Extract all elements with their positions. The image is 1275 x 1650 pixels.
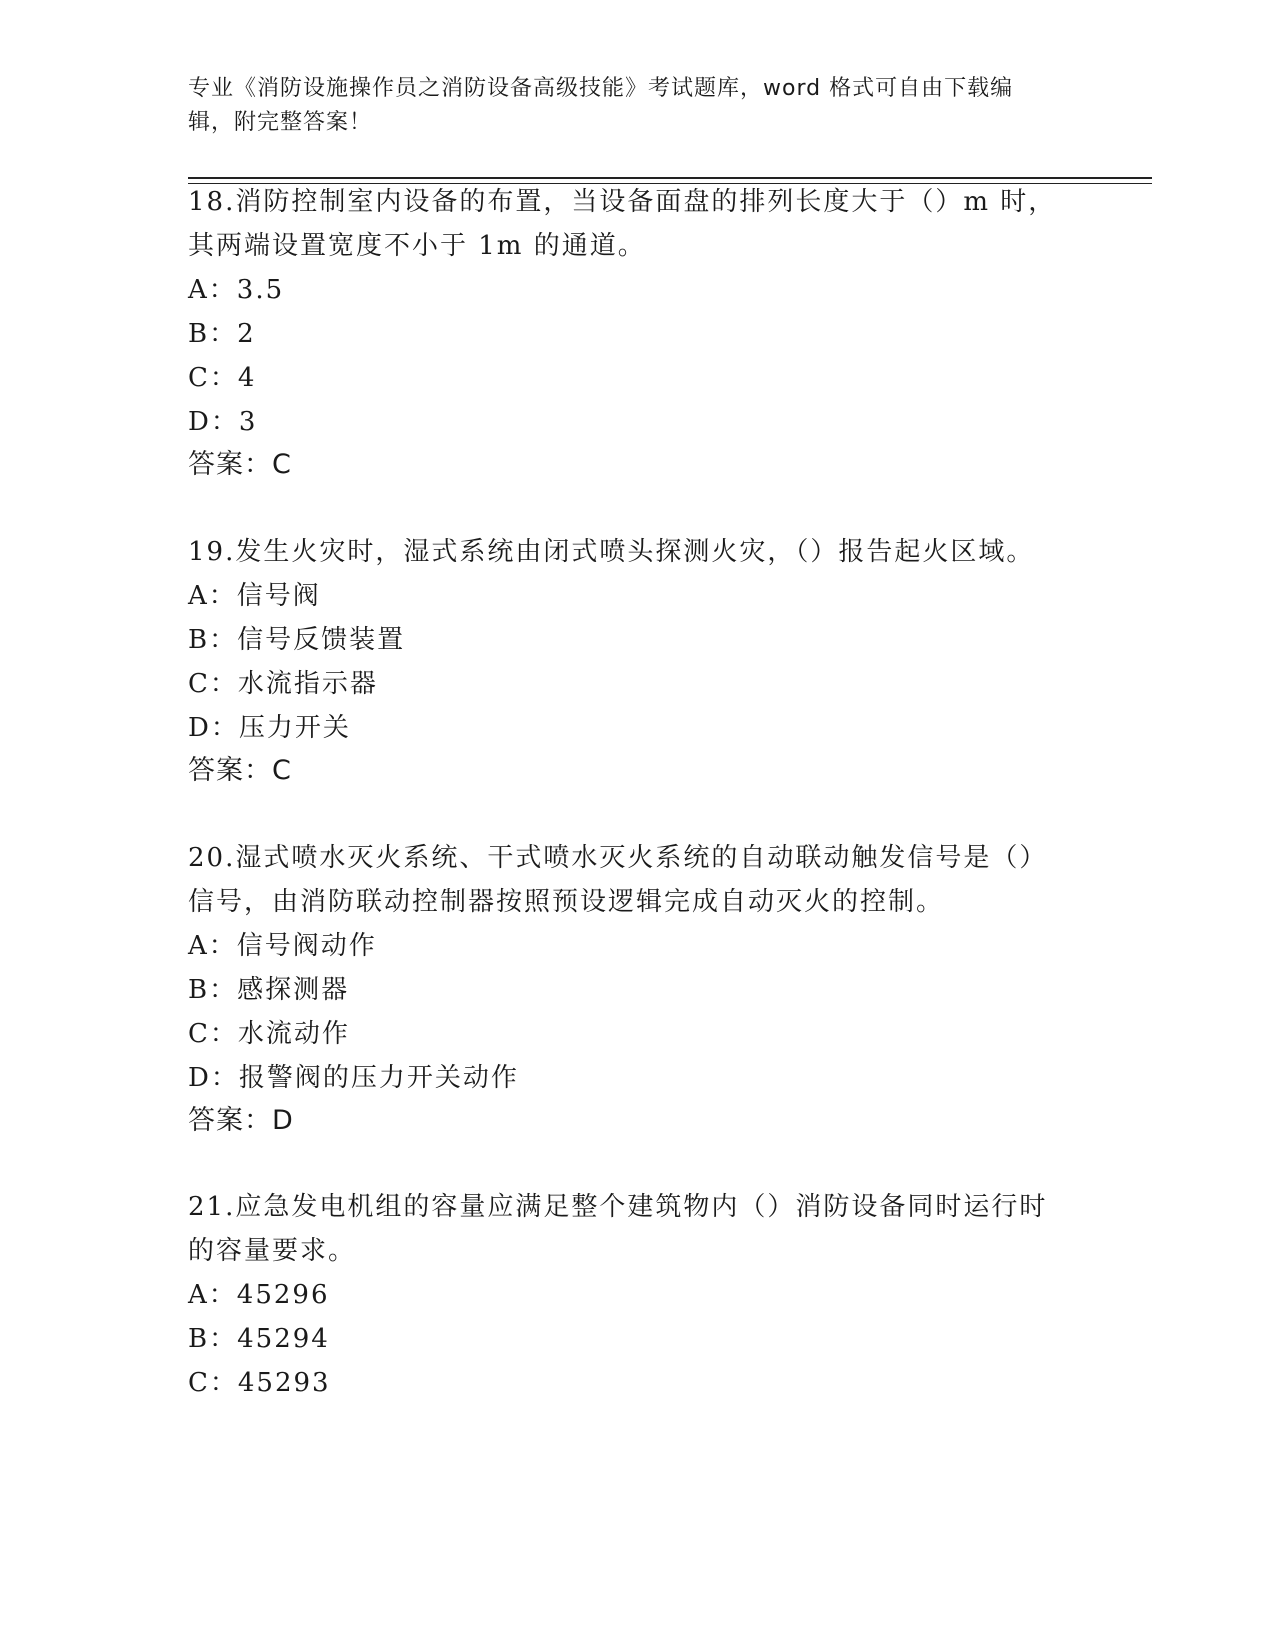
header-divider-thick <box>188 177 1152 179</box>
question-stem-line: 的容量要求。 <box>188 1236 357 1266</box>
document-header <box>188 72 1068 140</box>
question-stem-line: 信号，由消防联动控制器按照预设逻辑完成自动灭火的控制。 <box>188 887 945 917</box>
option-b: B：信号反馈装置 <box>188 625 406 655</box>
header-line-1: 专业《消防设施操作员之消防设备高级技能》考试题库，word 格式可自由下载编 <box>188 76 1014 101</box>
question-stem-line: 21.应急发电机组的容量应满足整个建筑物内（）消防设备同时运行时 <box>188 1192 1048 1222</box>
option-c: C：45293 <box>188 1368 331 1398</box>
option-a: A：信号阀 <box>188 581 321 611</box>
option-a: A：45296 <box>188 1280 330 1310</box>
answer-label: 答案：C <box>188 449 292 480</box>
option-d: D：3 <box>188 407 258 437</box>
option-d: D：报警阀的压力开关动作 <box>188 1063 519 1093</box>
option-b: B：45294 <box>188 1324 330 1354</box>
option-a: A：信号阀动作 <box>188 931 377 961</box>
question-stem-line: 19.发生火灾时，湿式系统由闭式喷头探测火灾，（）报告起火区域。 <box>188 537 1035 567</box>
option-c: C：水流动作 <box>188 1019 350 1049</box>
question-stem-line: 20.湿式喷水灭火系统、干式喷水灭火系统的自动联动触发信号是（） <box>188 843 1048 873</box>
answer-label: 答案：C <box>188 755 292 786</box>
option-d: D：压力开关 <box>188 713 351 743</box>
option-b: B：感探测器 <box>188 975 350 1005</box>
option-b: B：2 <box>188 319 256 349</box>
option-c: C：4 <box>188 363 257 393</box>
question-stem-line: 其两端设置宽度不小于 1m 的通道。 <box>188 231 646 261</box>
header-line-2: 辑，附完整答案！ <box>188 110 373 135</box>
option-a: A：3.5 <box>188 275 285 305</box>
question-stem-line: 18.消防控制室内设备的布置，当设备面盘的排列长度大于（）m 时， <box>188 187 1057 217</box>
answer-label: 答案：D <box>188 1105 294 1136</box>
option-c: C：水流指示器 <box>188 669 378 699</box>
